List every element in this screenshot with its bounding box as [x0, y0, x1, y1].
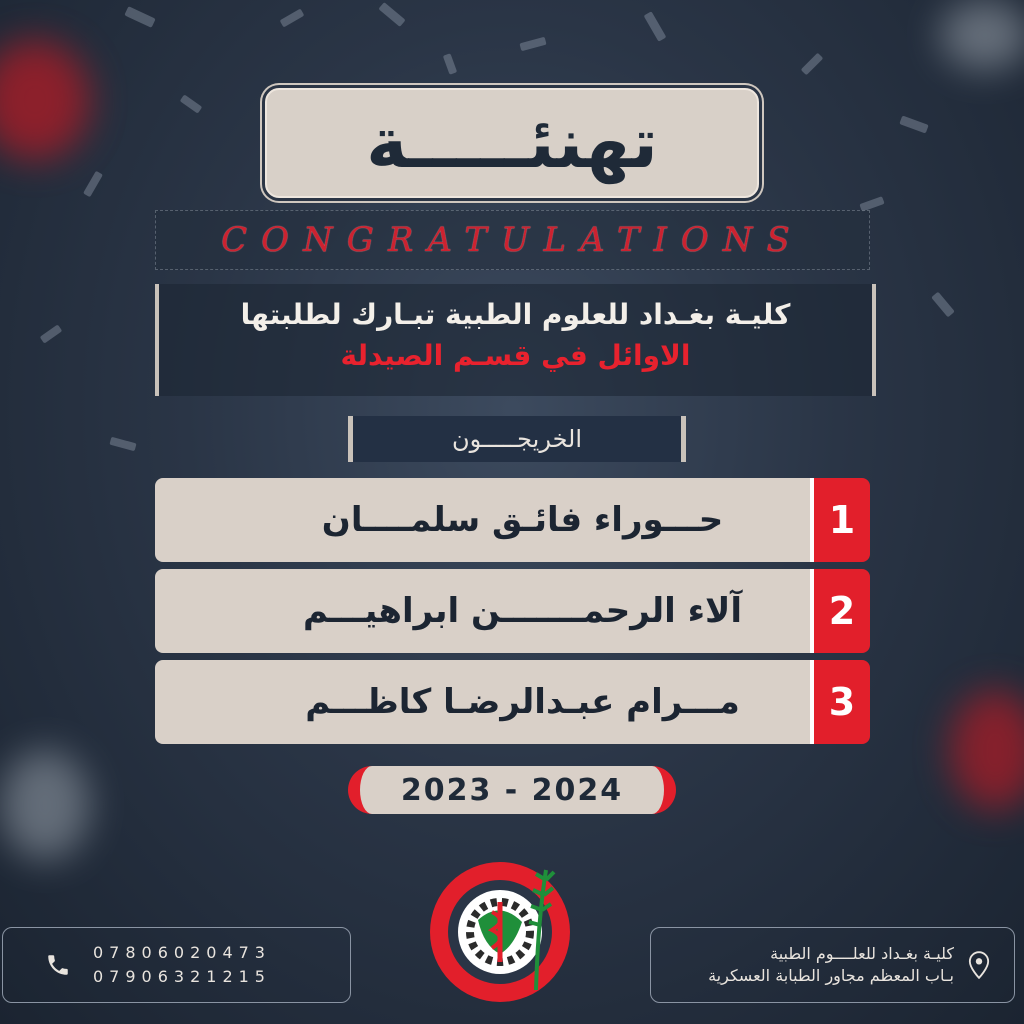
phone-contact-box — [2, 927, 351, 1003]
graduate-name: آلاء الرحمـــــــن ابراهيـــم — [155, 569, 810, 653]
white-blur-left — [0, 750, 90, 860]
graduate-rank: 2 — [810, 569, 870, 653]
phone-icon — [45, 952, 71, 978]
graduate-rank: 1 — [810, 478, 870, 562]
white-blur-top-right — [940, 0, 1024, 70]
phone-number[interactable]: 07806020473 — [93, 943, 271, 962]
intro-line-2: الاوائل في قسـم الصيدلة — [340, 339, 691, 372]
graduate-rank: 3 — [810, 660, 870, 744]
congratulations-text: CONGRATULATIONS — [221, 220, 804, 260]
address-contact-box — [650, 927, 1015, 1003]
red-blur-right — [950, 690, 1024, 810]
intro-panel — [155, 284, 876, 396]
college-logo-icon — [418, 850, 583, 1010]
phone-number[interactable]: 07906321215 — [93, 967, 271, 986]
list-item — [155, 478, 870, 562]
academic-year-badge: 2023 - 2024 — [348, 766, 676, 814]
intro-line-1: كليـة بغـداد للعلوم الطبية تبـارك لطلبتها — [240, 298, 791, 331]
list-item — [155, 569, 870, 653]
address-line-1: كليـة بغـداد للعلــــوم الطبية — [770, 944, 954, 963]
graduates-label: الخريجـــــون — [348, 416, 686, 462]
title-box — [265, 88, 759, 198]
location-pin-icon — [968, 951, 990, 979]
page-title: تهنئـــــة — [366, 102, 658, 184]
graduate-name: حـــوراء فائـق سلمــــان — [155, 478, 810, 562]
list-item — [155, 660, 870, 744]
graduate-name: مـــرام عبـدالرضـا كاظـــم — [155, 660, 810, 744]
red-blur-top-left — [0, 40, 90, 160]
congratulations-band — [155, 210, 870, 270]
address-line-2: بـاب المعظم مجاور الطبابة العسكرية — [708, 966, 954, 985]
